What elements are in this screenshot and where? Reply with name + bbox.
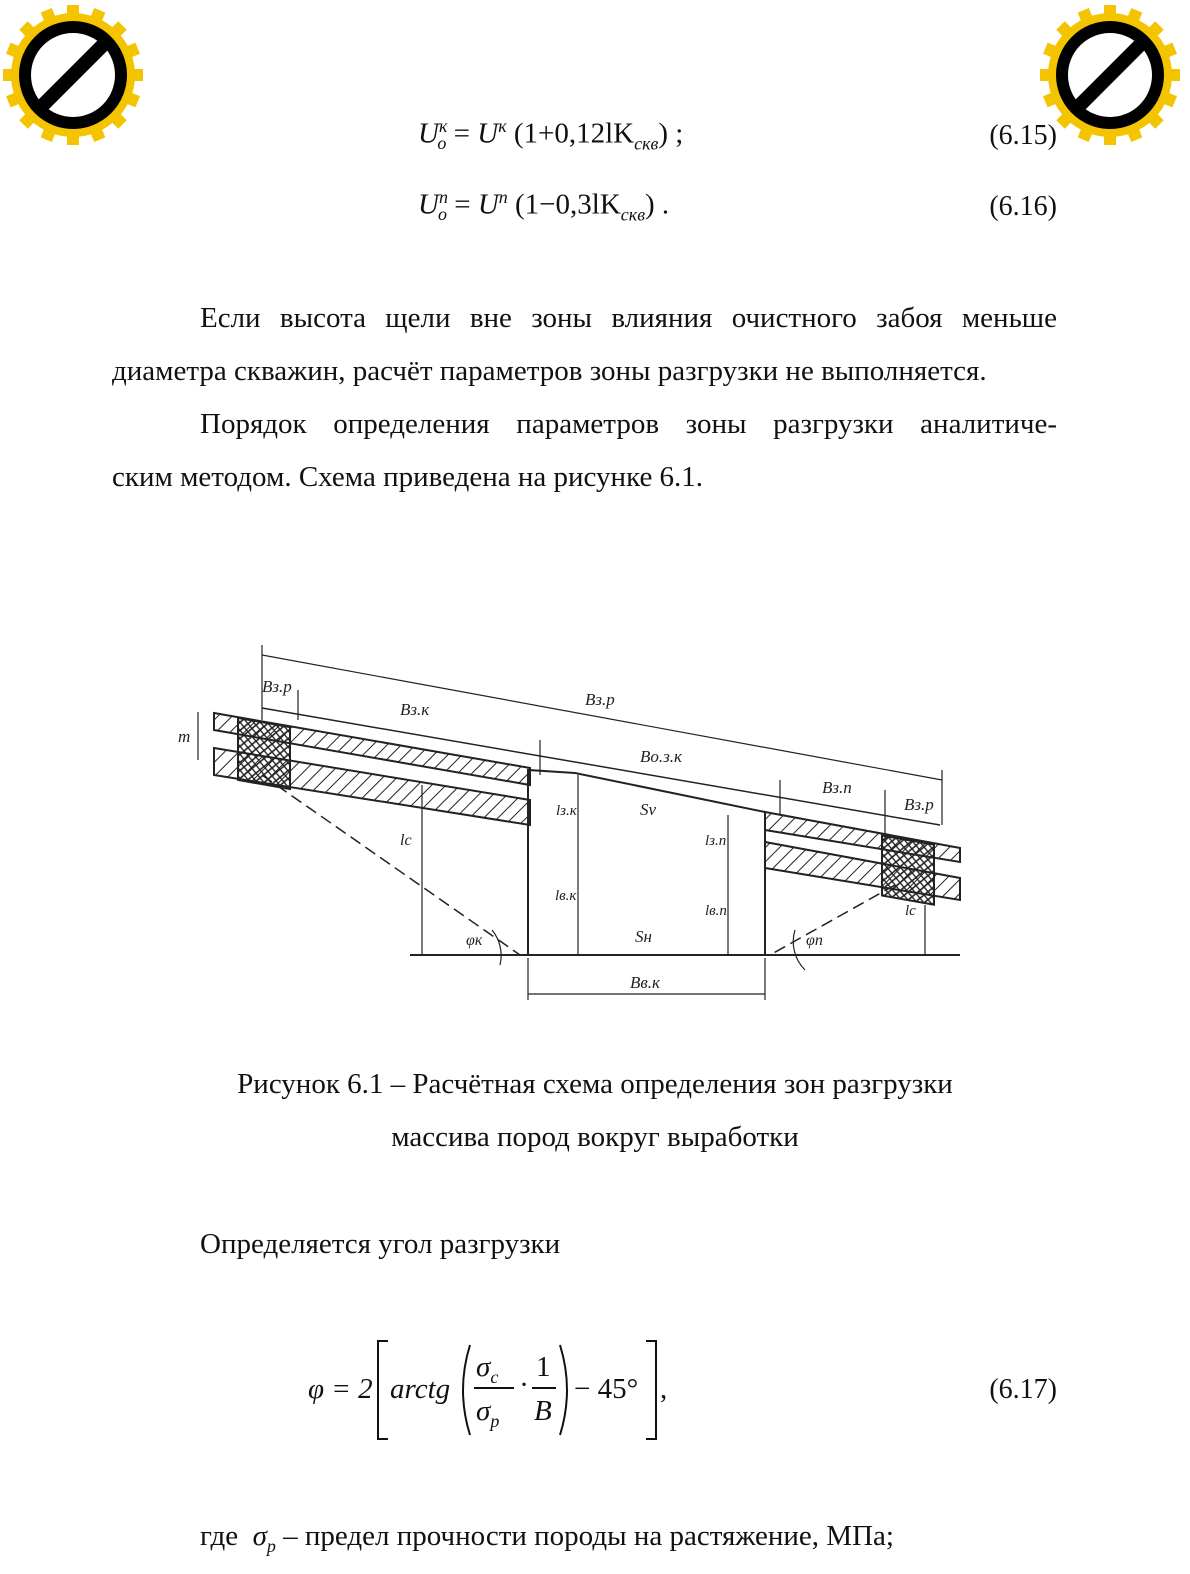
label-s-n: Sн [635, 927, 652, 946]
label-l-c-left: lс [400, 832, 412, 849]
label-l-zp: lз.п [705, 833, 727, 849]
equation-number: (6.16) [989, 191, 1057, 222]
unloading-zone-diagram [160, 630, 980, 1010]
label-s-v: Sv [640, 800, 657, 819]
label-phi-k: φк [466, 932, 483, 949]
left-paren-icon [456, 1343, 472, 1437]
label-l-vp: lв.п [705, 903, 727, 919]
label-l-zk: lз.к [556, 803, 577, 819]
no-entry-gear-icon [1040, 5, 1180, 145]
label-b-zr-left: Bз.р [262, 677, 292, 696]
roof-line [262, 708, 940, 825]
right-paren-icon [558, 1343, 574, 1437]
label-b-zr-right: Bз.р [904, 795, 934, 814]
label-b-ozk: Bо.з.к [640, 747, 682, 766]
figure-caption: Рисунок 6.1 – Расчётная схема определения зон разгрузки массива пород вокруг выработки [237, 1068, 953, 1153]
paragraph: Если высота щели вне зоны влияния очистного забоя меньше диаметра скважин, расчёт параметров зоны разгрузки не выполняется. [112, 302, 1057, 387]
left-bracket-icon [376, 1339, 390, 1441]
equation-6-15: $U^к_o = U^к$ $(1+0,12lK_{скв})$ ; [418, 116, 684, 154]
angle-intro-text: Определяется угол разгрузки [200, 1228, 561, 1260]
equation-number: (6.17) [989, 1374, 1057, 1405]
equation-6-16: $U^n_o = U^n$ $(1-0,3lK_{скв})$ . [418, 187, 670, 225]
right-bracket-icon [644, 1339, 658, 1441]
label-l-c-right: lс [905, 903, 916, 919]
right-pillar [882, 836, 934, 905]
paragraph: Порядок определения параметров зоны разгрузки аналитиче- ским методом. Схема приведена на рисунке 6.1. [112, 408, 1057, 493]
label-m: m [178, 727, 191, 746]
left-pillar [238, 718, 290, 789]
equation-number: (6.15) [989, 120, 1057, 151]
where-definition: где $\sigma_p$ – предел прочности породы на растяжение, МПа; [200, 1520, 894, 1556]
no-entry-gear-icon [3, 5, 143, 145]
label-b-zp: Bз.п [822, 778, 852, 797]
equation-6-17: φ = 2 arctg $\sigma_с$ $\sigma_p$ · 1 B − 45° , [308, 1335, 678, 1445]
label-phi-p: φп [806, 932, 823, 949]
label-l-vk: lв.к [555, 888, 577, 904]
label-b-zk: Bз.к [400, 700, 430, 719]
label-b-vk: Bв.к [630, 973, 660, 992]
label-b-zr-top: Bз.р [585, 690, 615, 709]
